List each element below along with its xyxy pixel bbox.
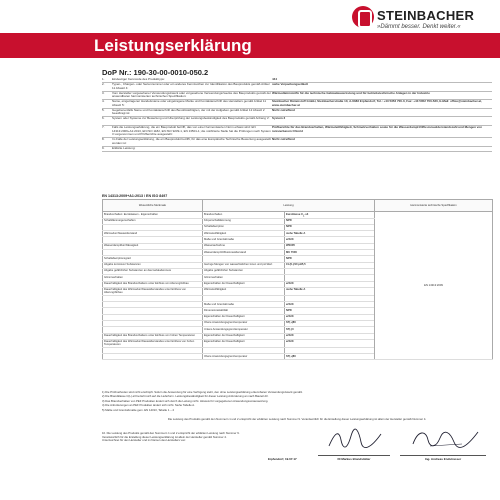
footnote: 5) Maße und Grenzabmaße gem. EN 14313, Tabelle 1 – 2	[102, 407, 175, 412]
signer-2: Ing. Andreas Endstrasser	[424, 457, 462, 461]
sub-characteristic-cell: Maße und Grenzabmaße	[203, 302, 285, 308]
header-characteristics: Wesentliche Merkmale	[103, 200, 203, 212]
performance-value-cell: erfüllt	[285, 281, 375, 287]
characteristic-cell: Dauerhaftigkeit des Wärmedurchlasswiderstandes unter Einfluss von Alterung/Abbau	[103, 287, 203, 295]
title-banner	[0, 33, 500, 58]
performance-value-cell: MU 7000	[285, 250, 375, 256]
performance-value-cell: NPD	[285, 218, 375, 224]
row-text: Falls die Leistungserklärung, die ein Bauprodukt betrifft, das von einer harmonisierten Norm erfasst wird: EN 14313:2009+A1:2013, EN ISO 1182, EN ISO 9239-1, EN 13501-1; die notifizierte Stelle hat die Prüfungen nach System 3 vorgenommen und Prüfberichte ausgestellt:	[112, 125, 271, 137]
sub-characteristic-cell: Obere Anwendungsgrenztemperatur	[203, 320, 285, 326]
harmonized-spec: EN 14313:2009+A1:2013 / EN ISO 8497	[102, 194, 168, 198]
sub-characteristic-cell: Wasseraufnahme	[203, 243, 285, 249]
header-spec: Harmonisierte technische Spezifikation	[375, 200, 493, 212]
signature-line-2	[400, 455, 486, 456]
row-number: 2.	[102, 83, 105, 86]
row-text: Typen-, Chargen- oder Seriennummer oder ein anderes Kennzeichen zur Identifikation des Bauprodukts gemäß Artikel 11 Absatz 4:	[112, 83, 270, 90]
performance-value-cell: NPD	[285, 308, 375, 314]
row-number: 7.	[102, 125, 105, 129]
row-value: System 3	[272, 117, 286, 121]
sub-characteristic-cell: Eigenschaften der Dauerhaftigkeit	[203, 314, 285, 320]
performance-value-cell: erfüllt	[285, 339, 375, 347]
dop-number: DoP Nr.: 190-30-00-0010-050.2	[102, 68, 209, 77]
row-text: Vom Hersteller vorgesehener Verwendungszweck oder vorgesehene Verwendungszwecke des Bauprodukts gemäß der anwendbaren harmonisierten technischen Spezifikation:	[112, 91, 271, 99]
performance-value-cell: ST(+)80	[285, 320, 375, 326]
row-text: Name, eingetragener Handelsname oder eingetragene Marke und Kontaktanschrift des Herstellers gemäß Artikel 11 Absatz 5:	[112, 100, 267, 107]
row-text: Eindeutiger Kenncode des Produkttyps:	[112, 78, 165, 81]
characteristic-cell: Brandverhalten: Euroklassen - Eigenschaften	[103, 212, 203, 219]
performance-value-cell: erfüllt	[285, 333, 375, 339]
performance-value-cell: NPD	[285, 256, 375, 262]
performance-value-cell: NPD	[285, 224, 375, 230]
header-performance: Leistung	[203, 200, 375, 212]
sub-characteristic-cell: Wärmeleitfähigkeit	[203, 287, 285, 295]
sub-characteristic-cell: Eigenschaften der Dauerhaftigkeit	[203, 281, 285, 287]
row-text: System oder Systeme zur Bewertung und Überprüfung der Leistungsbeständigkeit des Bauprodukts gemäß Anhang V:	[112, 117, 270, 121]
signer-1: DI Markus Brandstätter	[337, 457, 371, 461]
row-value: Steinbacher Dämmstoff GmbH, Steinbacherstraße 10, A-6383 Erpfendorf, Tel.: +43 5352 700-0, Fax: +43 5352 700-530, E-Mail: office@steinbacher.at, www.steinbacher.at	[272, 100, 483, 107]
page-title: Leistungserklärung	[94, 36, 252, 55]
row-text: Gegebenenfalls Name und Kontaktanschrift des Bevollmächtigten, der mit der Aufgaben gemäß Artikel 12 Absatz 2 beauftragt ist:	[112, 108, 265, 116]
characteristic-cell: Abgabe korrosiver Substanzen	[103, 262, 203, 268]
performance-table	[102, 199, 493, 360]
footnotes	[102, 390, 492, 412]
declaration-row	[102, 147, 492, 152]
performance-value-cell: siehe Tabelle A	[285, 231, 375, 237]
characteristic-cell: Wasserdampfdurchlässigkeit	[103, 243, 203, 249]
footnote: 3) Das Brandverhalten von PEF Produkten ändert sich durch die Leitung nicht. Hinweis für vorgegebenen Anwendungsvoraussetzung.	[102, 398, 269, 403]
characteristic-cell: Dauerhaftigkeit des Wärmedurchlasswiderstandes unter Einfluss von hohen Temperaturen	[103, 339, 203, 347]
brand-name: STEINBACHER	[377, 8, 475, 23]
performance-value-cell: ST(+)80	[285, 354, 375, 360]
signature-line-1	[318, 455, 390, 456]
declaration-row	[102, 92, 492, 101]
row-number: 4.	[102, 100, 105, 104]
row-number: 5.	[102, 108, 105, 112]
brand-mark-icon	[352, 6, 374, 28]
row-number: 1.	[102, 78, 105, 81]
row-number: 6.	[102, 117, 105, 121]
steinbacher-logo	[352, 6, 492, 36]
footnote: 4) Die Anforderungen an PEF Produkten ändert sich nicht. Siehe Tabelle A.	[102, 403, 195, 408]
sub-characteristic-cell: Eigenschaften der Dauerhaftigkeit	[203, 333, 285, 339]
sub-characteristic-cell: Glimmverhalten	[203, 275, 285, 281]
performance-value-cell: ST(-)0	[285, 327, 375, 333]
sub-characteristic-cell: Wasserdampf-Diffusionswiderstand	[203, 250, 285, 256]
sub-characteristic-cell: Körperschalldämmung	[203, 218, 285, 224]
sub-characteristic-cell: Schallabsorption	[203, 224, 285, 230]
performance-value-cell: siehe Tabelle A	[285, 287, 375, 295]
declaration-row	[102, 117, 492, 126]
row-value: 444	[272, 78, 278, 81]
performance-value-cell: CL(0-)/10 pH5,5	[285, 262, 375, 268]
characteristic-cell	[103, 354, 203, 360]
sub-characteristic-cell: Obere Anwendungsgrenztemperatur	[203, 354, 285, 360]
characteristic-cell: Schalldämmeigenschaften	[103, 218, 203, 224]
sub-characteristic-cell: Untere Anwendungsgrenztemperatur	[203, 327, 285, 333]
spec-cell: EN 14313:2009	[375, 212, 493, 360]
declaration-row	[102, 83, 492, 92]
performance-value-cell: WS005	[285, 243, 375, 249]
sub-characteristic-cell: Eigenschaften der Dauerhaftigkeit	[203, 339, 285, 347]
row-value: Nicht zutreffend	[272, 138, 295, 142]
row-value: Prüfberichte für das Brandverhalten, Wärmeleitfähigkeit, Schmelzverhalten sowie für die Wasserdampf-Diffusionswiderstandszahl und Mengen von ionisierbarem Chlorid	[272, 125, 483, 133]
sign-place-date: Erpfendorf, 19.07.17	[268, 457, 297, 461]
characteristic-cell: Glimmverhalten	[103, 275, 203, 281]
brand-tagline: »Dämmt besser. Denkt weiter.«	[377, 24, 461, 30]
performance-value-cell: Euroklasse $C_L-s3$	[285, 212, 375, 219]
performance-value-cell: erfüllt	[285, 302, 375, 308]
characteristic-cell: Dauerhaftigkeit des Brandverhaltens unter Einfluss von hohen Temperaturen	[103, 333, 203, 339]
signature-2-icon	[410, 426, 482, 454]
row-value: Nicht zutreffend	[272, 108, 295, 112]
declaration-rows	[102, 78, 492, 152]
declaration-row	[102, 126, 492, 138]
row-text: Im Falle der Leistungserklärung, die ein Bauprodukt betrifft, für das eine Europäische Technische Bewertung ausgestellt worden ist:	[112, 138, 271, 145]
footnote: 1) Die Prüfmethoden sind nicht erschöpft. Sofern die Anwendung für eine Verfügung steht, den ohne Leistungserklärung erkennbaren Verwendungszweck gemäß.	[102, 390, 303, 394]
footnote: 2) Die Brandklasse C(L)-s3 bezieht sich auf die Lieferform. Leistungsbeständigkeit für dieser Leistung Anforderung an nach Bauteil d3.	[102, 394, 269, 399]
signature-text: 10. Die Leistung des Produkts gemäß den Nummern 1 und 2 entspricht der erklärten Leistung nach Nummer 9. Verantwortlich für die Erstellung dieser Leistungserklärung ist allein der Hersteller gemäß Nummer 4. Unterzeichnet für den Hersteller und im Namen des Herstellers von:	[102, 431, 240, 443]
performance-value-cell: erfüllt	[285, 237, 375, 243]
row-number: 8.	[102, 138, 105, 142]
characteristic-cell: Wärmedurchlasswiderstand	[103, 231, 203, 237]
characteristic-cell: Abgabe gefährlicher Substanzen an das Gebäudeinnere	[103, 268, 203, 274]
row-value: Wärmedämmstoffe für die technische Gebäudeausrüstung und für betriebstechnische Anlagen in der Industrie	[272, 91, 430, 95]
sub-characteristic-cell: Geringe Mengen von wasserlöslichen Ionen und pH-Wert	[203, 262, 285, 268]
row-value: siehe Verpackungsetikett	[272, 83, 309, 86]
sub-characteristic-cell: Brandverhalten	[203, 212, 285, 219]
performance-value-cell: erfüllt	[285, 314, 375, 320]
sub-characteristic-cell: Dimensionsstabilität	[203, 308, 285, 314]
characteristic-cell: Schallabsorptionsgrad	[103, 256, 203, 262]
declaration-row	[102, 109, 492, 118]
row-number: 3.	[102, 91, 105, 95]
declaration-row	[102, 100, 492, 109]
signature-1-icon	[325, 426, 385, 454]
sub-characteristic-cell: Maße und Grenzabmaße	[203, 237, 285, 243]
row-number: 9.	[102, 146, 105, 150]
row-text: Erklärte Leistung:	[112, 146, 136, 150]
sub-characteristic-cell: Abgabe gefährlicher Substanzen	[203, 268, 285, 274]
declaration-row	[102, 138, 492, 147]
sub-characteristic-cell: Wärmeleitfähigkeit	[203, 231, 285, 237]
characteristic-cell: Dauerhaftigkeit des Brandverhaltens unter Einfluss von Alterung/Abbau	[103, 281, 203, 287]
responsibility-statement: Die Leistung des Produkts gemäß den Nummern 1 und 2 entspricht der erklärten Leistung nach Nummer 9. Verantwortlich für die Erstellung dieser Leistungserklärung ist allein der Hersteller gemäß Nummer 4.	[167, 417, 427, 421]
